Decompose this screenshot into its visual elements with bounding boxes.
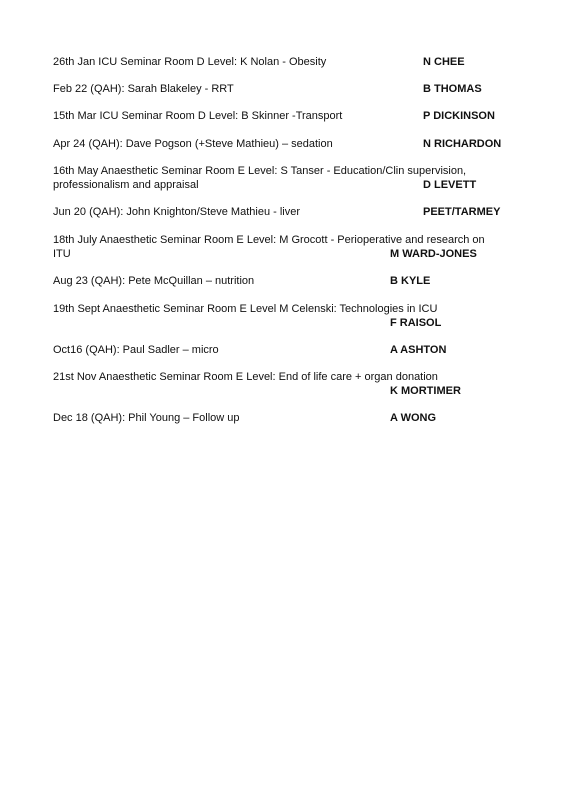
entry-person: N CHEE	[423, 56, 465, 68]
entry-text: 26th Jan ICU Seminar Room D Level: K Nolan - Obesity	[53, 56, 327, 68]
schedule-entry	[53, 343, 523, 357]
schedule-entry	[53, 302, 523, 330]
entry-text: Dec 18 (QAH): Phil Young – Follow up	[53, 412, 240, 424]
schedule-entry	[53, 109, 523, 123]
entry-person: F RAISOL	[390, 317, 442, 329]
entry-text: Jun 20 (QAH): John Knighton/Steve Mathieu - liver	[53, 206, 301, 218]
schedule-entry	[53, 205, 523, 219]
schedule-entry	[53, 411, 523, 425]
entry-person: K MORTIMER	[390, 385, 461, 397]
entry-text-line2: ITU	[53, 248, 71, 260]
schedule-entry	[53, 274, 523, 288]
entry-text-line2: professionalism and appraisal	[53, 179, 199, 191]
entry-person: B THOMAS	[423, 83, 482, 95]
entry-text: Aug 23 (QAH): Pete McQuillan – nutrition	[53, 275, 255, 287]
entry-text: Feb 22 (QAH): Sarah Blakeley - RRT	[53, 83, 234, 95]
schedule-entry	[53, 233, 523, 261]
entry-person: A ASHTON	[390, 344, 447, 356]
entry-text-line1: 16th May Anaesthetic Seminar Room E Level: S Tanser - Education/Clin supervision,	[53, 165, 467, 177]
entry-text-line1: 18th July Anaesthetic Seminar Room E Level: M Grocott - Perioperative and research on	[53, 234, 485, 246]
schedule-entry	[53, 164, 523, 192]
entry-person: A WONG	[390, 412, 437, 424]
entry-person: PEET/TARMEY	[423, 206, 501, 218]
entry-person: P DICKINSON	[423, 110, 495, 122]
entry-text: Apr 24 (QAH): Dave Pogson (+Steve Mathieu) – sedation	[53, 138, 333, 150]
entry-person: B KYLE	[390, 275, 431, 287]
entry-text-line1: 19th Sept Anaesthetic Seminar Room E Level M Celenski: Technologies in ICU	[53, 303, 438, 315]
entry-person: D LEVETT	[423, 179, 477, 191]
schedule-entry	[53, 137, 523, 151]
schedule-entry	[53, 55, 523, 69]
schedule-entry	[53, 370, 523, 398]
entry-person: M WARD-JONES	[390, 248, 477, 260]
entry-text: Oct16 (QAH): Paul Sadler – micro	[53, 344, 219, 356]
entry-text-line1: 21st Nov Anaesthetic Seminar Room E Level: End of life care + organ donation	[53, 371, 438, 383]
entry-text: 15th Mar ICU Seminar Room D Level: B Skinner -Transport	[53, 110, 343, 122]
entry-person: N RICHARDON	[423, 138, 502, 150]
schedule-entry	[53, 82, 523, 96]
